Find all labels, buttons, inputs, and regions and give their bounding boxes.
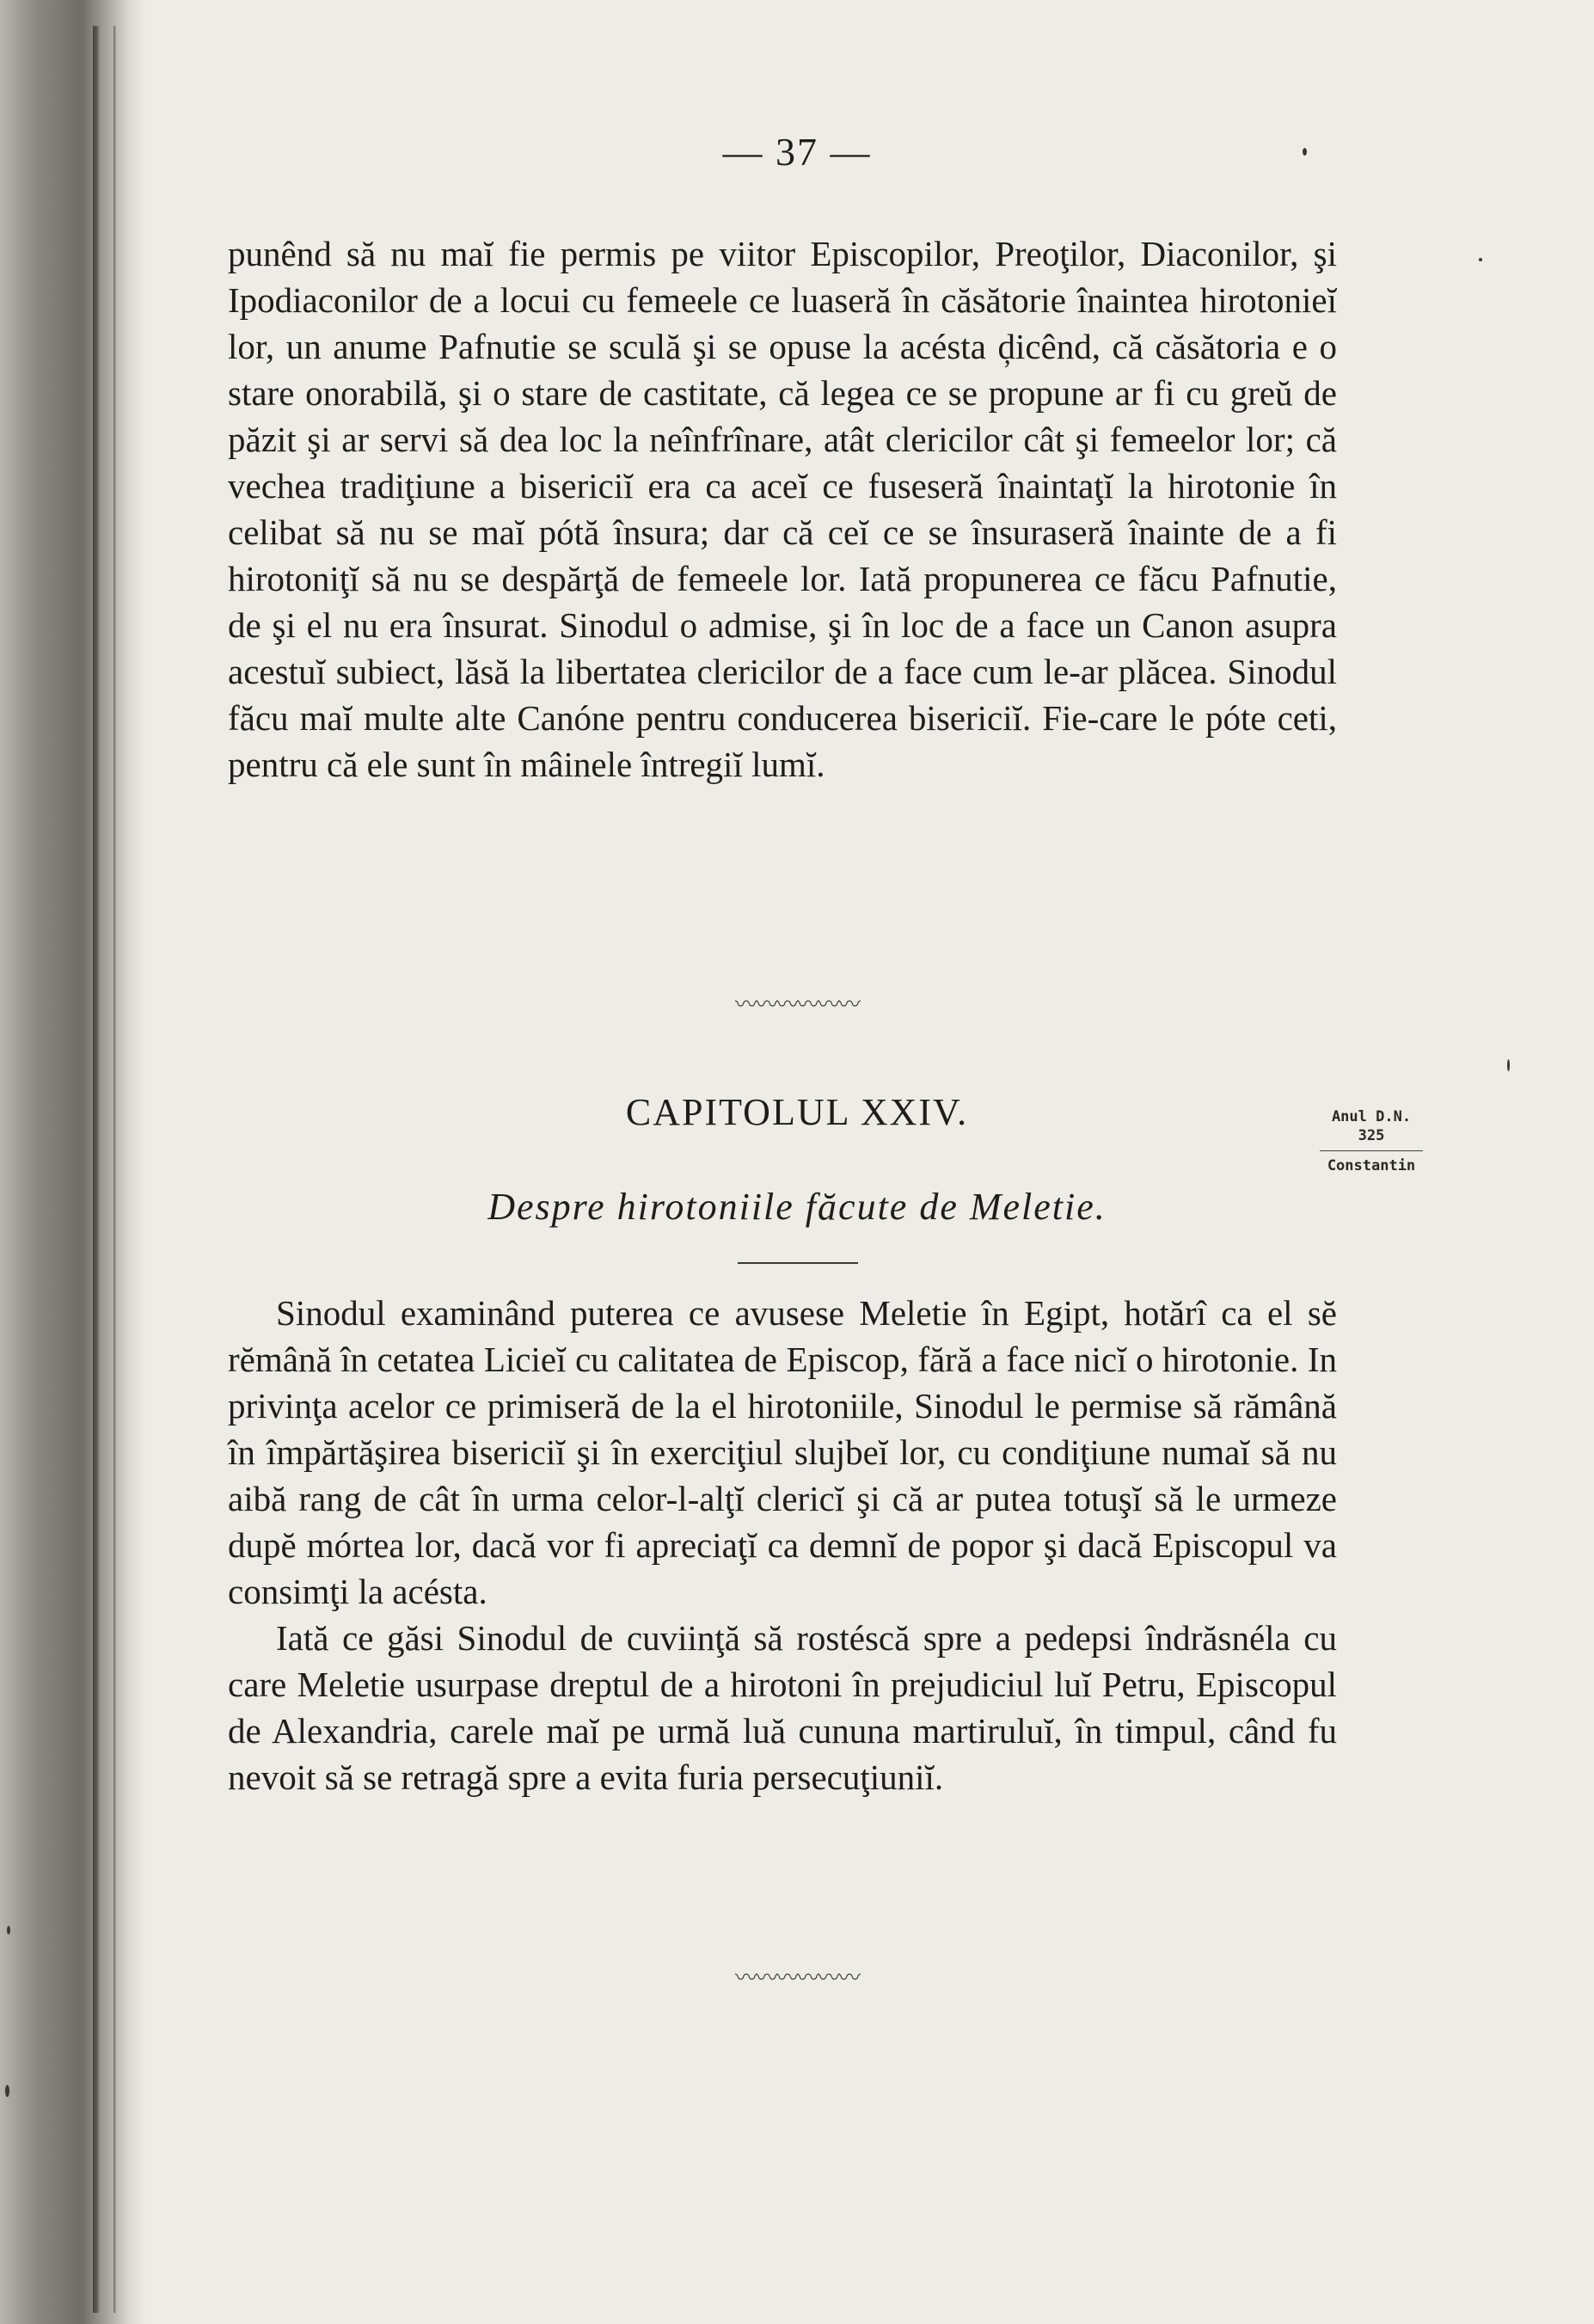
chapter-body <box>228 1290 1337 1800</box>
ink-speck <box>1303 148 1307 156</box>
chapter-subtitle: Despre hirotoniile făcute de Meletie. <box>487 1186 1107 1228</box>
subtitle-rule <box>738 1262 858 1264</box>
margin-note-divider <box>1320 1150 1423 1151</box>
ornament-divider-top: 〰〰〰〰〰〰 <box>734 992 859 1017</box>
margin-note-emperor: Constantin <box>1327 1157 1416 1174</box>
paragraph-text: punênd să nu maĭ fie permis pe viitor Episcopilor, Preoţilor, Diaconilor, şi Ipodiaconilor de a locui cu femeele ce luaseră în căsătorie înaintea hirotonieĭ lor, un anume Pafnutie se sculă şi se opuse la acésta ḑicênd, că căsătoria e o stare onorabilă, şi o stare de castitate, că legea ce se propune ar fi cu greŭ de păzit şi ar servi să dea loc la neînfrînare, atât clericilor cât şi femeelor lor; că vechea tradiţiune a bisericiĭ era ca aceĭ ce fuseseră înaintaţĭ la hirotonie în celibat să nu se maĭ pótă însura; dar că ceĭ ce se însuraseră înainte de a fi hirotoniţĭ să nu se despărţă de femeele lor. Iată propunerea ce făcu Pafnutie, de şi el nu era însurat. Sinodul o admise, şi în loc de a face un Canon asupra acestuĭ subiect, lăsă la libertatea clericilor de a face cum le-ar plăcea. Sinodul făcu maĭ multe alte Canóne pentru conducerea bisericiĭ. Fie-care le póte ceti, pentru că ele sunt în mâinele întregiĭ lumĭ. <box>228 234 1337 784</box>
ornament-divider-bottom: 〰〰〰〰〰〰 <box>734 1965 859 1990</box>
paragraph-1: Sinodul examinând puterea ce avusese Meletie în Egipt, hotărî ca el sĕ rĕmână în cetatea Licieĭ cu calitatea de Episcop, fără a face nicĭ o hirotonie. In privinţa acelor ce primiseră de la el hirotoniile, Sinodul le permise să rămână în împărtăşirea bisericiĭ şi în exerciţiul slujbeĭ lor, cu condiţiune numaĭ să nu aibă rang de cât în urma celor-l-alţĭ clericĭ şi că ar putea totuşĭ să le urmeze dupĕ mórtea lor, dacă vor fi apreciaţĭ ca demnĭ de popor şi dacă Episcopul va consimţi la acésta. <box>228 1293 1337 1611</box>
margin-note-year-label: Anul D.N. <box>1331 1108 1412 1125</box>
margin-note <box>1307 1107 1436 1175</box>
paragraph-top <box>228 230 1337 788</box>
ink-speck <box>1507 1059 1510 1071</box>
paragraph-2: Iată ce găsi Sinodul de cuviinţă să rostéscă spre a pedepsi îndrăsnéla cu care Meletie usurpase dreptul de a hirotoni în prejudiciul luĭ Petru, Episcopul de Alexandria, carele maĭ pe urmă luă cununa martiruluĭ, în timpul, când fu nevoit să se retragă spre a evita furia persecuţiuniĭ. <box>228 1618 1337 1797</box>
ink-speck <box>5 2085 9 2097</box>
page-number: — 37 — <box>722 130 872 174</box>
ink-speck <box>7 1926 10 1935</box>
chapter-title: CAPITOLUL XXIV. <box>625 1091 969 1133</box>
margin-note-year: 325 <box>1358 1127 1385 1144</box>
ink-speck <box>1479 258 1482 261</box>
